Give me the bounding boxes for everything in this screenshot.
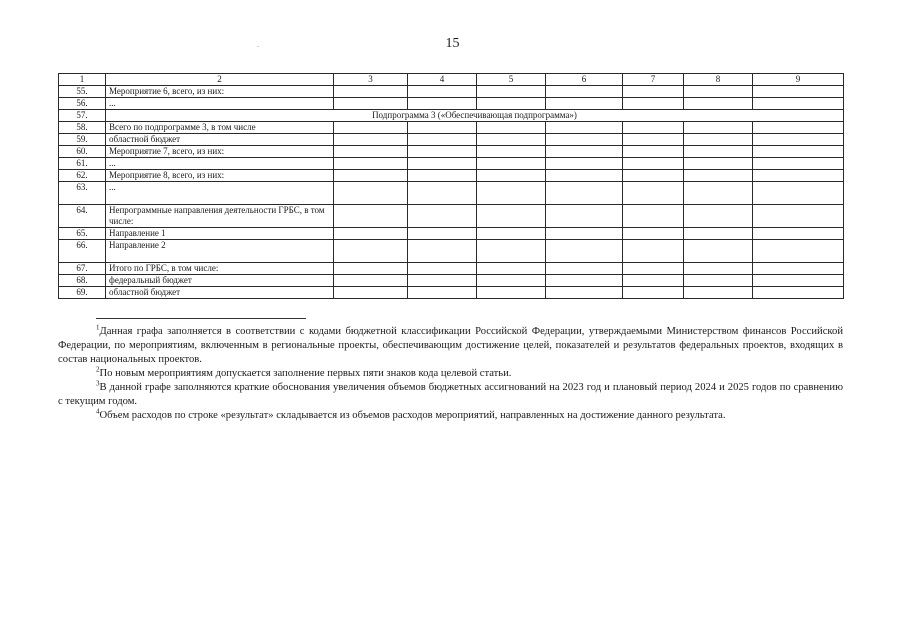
column-header: 1 xyxy=(59,74,106,86)
table-row xyxy=(59,263,844,275)
empty-cell xyxy=(477,287,546,299)
table-row xyxy=(59,134,844,146)
empty-cell xyxy=(546,275,623,287)
table-row xyxy=(59,122,844,134)
empty-cell xyxy=(684,205,753,228)
empty-cell xyxy=(623,122,684,134)
row-number: 67. xyxy=(59,263,106,275)
row-number: 58. xyxy=(59,122,106,134)
table-row xyxy=(59,205,844,228)
subprogram-heading: Подпрограмма 3 («Обеспечивающая подпрограмма») xyxy=(106,110,844,122)
footnote-mark: 1 xyxy=(96,323,100,332)
empty-cell xyxy=(546,122,623,134)
row-label: Направление 2 xyxy=(106,240,334,263)
empty-cell xyxy=(623,205,684,228)
empty-cell xyxy=(546,240,623,263)
footnote-mark: 4 xyxy=(96,407,100,416)
row-label: федеральный бюджет xyxy=(106,275,334,287)
empty-cell xyxy=(477,275,546,287)
footnote-separator xyxy=(96,318,306,319)
empty-cell xyxy=(753,158,844,170)
empty-cell xyxy=(684,275,753,287)
empty-cell xyxy=(408,86,477,98)
empty-cell xyxy=(408,158,477,170)
empty-cell xyxy=(546,134,623,146)
empty-cell xyxy=(753,98,844,110)
empty-cell xyxy=(408,146,477,158)
empty-cell xyxy=(753,122,844,134)
footnote xyxy=(58,381,843,409)
row-number: 57. xyxy=(59,110,106,122)
table-row xyxy=(59,182,844,205)
row-label: Всего по подпрограмме 3, в том числе xyxy=(106,122,334,134)
empty-cell xyxy=(623,263,684,275)
empty-cell xyxy=(477,182,546,205)
empty-cell xyxy=(408,240,477,263)
empty-cell xyxy=(477,86,546,98)
empty-cell xyxy=(477,240,546,263)
empty-cell xyxy=(684,158,753,170)
empty-cell xyxy=(753,170,844,182)
column-header: 4 xyxy=(408,74,477,86)
table-row xyxy=(59,240,844,263)
column-header: 6 xyxy=(546,74,623,86)
table-row xyxy=(59,228,844,240)
row-number: 68. xyxy=(59,275,106,287)
empty-cell xyxy=(753,263,844,275)
empty-cell xyxy=(684,182,753,205)
row-number: 56. xyxy=(59,98,106,110)
empty-cell xyxy=(623,182,684,205)
empty-cell xyxy=(546,158,623,170)
empty-cell xyxy=(684,263,753,275)
empty-cell xyxy=(684,98,753,110)
row-label: Мероприятие 7, всего, из них: xyxy=(106,146,334,158)
footnote xyxy=(58,367,843,381)
empty-cell xyxy=(334,182,408,205)
table-body xyxy=(59,74,844,299)
table-header-row xyxy=(59,74,844,86)
row-label: областной бюджет xyxy=(106,287,334,299)
table-row xyxy=(59,86,844,98)
empty-cell xyxy=(753,240,844,263)
table-row xyxy=(59,275,844,287)
row-label: Мероприятие 8, всего, из них: xyxy=(106,170,334,182)
empty-cell xyxy=(477,98,546,110)
empty-cell xyxy=(753,275,844,287)
column-header: 5 xyxy=(477,74,546,86)
empty-cell xyxy=(408,98,477,110)
table-row xyxy=(59,146,844,158)
empty-cell xyxy=(623,287,684,299)
row-number: 69. xyxy=(59,287,106,299)
row-number: 65. xyxy=(59,228,106,240)
footnote-text: В данной графе заполняются краткие обоснования увеличения объемов бюджетных ассигнований на 2023 год и плановый период 2024 и 2025 годов по сравнению с текущим годом. xyxy=(58,382,843,407)
empty-cell xyxy=(684,146,753,158)
budget-table xyxy=(58,73,844,299)
empty-cell xyxy=(477,170,546,182)
page-number: 15 xyxy=(445,36,460,51)
empty-cell xyxy=(334,275,408,287)
footnote xyxy=(58,325,843,367)
empty-cell xyxy=(334,146,408,158)
empty-cell xyxy=(546,182,623,205)
empty-cell xyxy=(684,122,753,134)
empty-cell xyxy=(623,134,684,146)
empty-cell xyxy=(334,263,408,275)
column-header: 8 xyxy=(684,74,753,86)
empty-cell xyxy=(684,240,753,263)
empty-cell xyxy=(334,86,408,98)
column-header: 7 xyxy=(623,74,684,86)
empty-cell xyxy=(753,182,844,205)
footnote-mark: 2 xyxy=(96,365,100,374)
empty-cell xyxy=(546,228,623,240)
empty-cell xyxy=(684,170,753,182)
row-label: ... xyxy=(106,182,334,205)
empty-cell xyxy=(334,98,408,110)
row-number: 60. xyxy=(59,146,106,158)
scan-dot: . xyxy=(257,40,259,49)
empty-cell xyxy=(753,205,844,228)
empty-cell xyxy=(408,275,477,287)
column-header: 2 xyxy=(106,74,334,86)
column-header: 3 xyxy=(334,74,408,86)
table-row xyxy=(59,170,844,182)
empty-cell xyxy=(623,240,684,263)
empty-cell xyxy=(623,228,684,240)
row-label: Итого по ГРБС, в том числе: xyxy=(106,263,334,275)
row-number: 59. xyxy=(59,134,106,146)
footnote-text: Данная графа заполняется в соответствии с кодами бюджетной классификации Российской Федерации, утверждаемыми Министерством финансов Российской Федерации, по мероприятиям, включенным в региональные проекты, обеспечивающим достижение целей, показателей и результатов федеральных проектов, входящих в состав национальных проектов. xyxy=(58,326,843,365)
empty-cell xyxy=(753,287,844,299)
empty-cell xyxy=(623,146,684,158)
empty-cell xyxy=(334,205,408,228)
footnote-mark: 3 xyxy=(96,379,100,388)
empty-cell xyxy=(546,263,623,275)
empty-cell xyxy=(684,86,753,98)
empty-cell xyxy=(408,122,477,134)
empty-cell xyxy=(684,228,753,240)
row-label: Непрограммные направления деятельности ГРБС, в том числе: xyxy=(106,205,334,228)
empty-cell xyxy=(477,263,546,275)
empty-cell xyxy=(408,228,477,240)
empty-cell xyxy=(753,228,844,240)
empty-cell xyxy=(477,146,546,158)
empty-cell xyxy=(546,170,623,182)
row-number: 64. xyxy=(59,205,106,228)
empty-cell xyxy=(408,263,477,275)
empty-cell xyxy=(477,158,546,170)
table-row xyxy=(59,287,844,299)
footnote xyxy=(58,409,843,423)
empty-cell xyxy=(546,98,623,110)
footnote-text: По новым мероприятиям допускается заполнение первых пяти знаков кода целевой статьи. xyxy=(99,368,512,379)
row-number: 61. xyxy=(59,158,106,170)
empty-cell xyxy=(546,86,623,98)
empty-cell xyxy=(684,134,753,146)
row-number: 63. xyxy=(59,182,106,205)
footnote-list xyxy=(58,325,843,423)
empty-cell xyxy=(753,86,844,98)
empty-cell xyxy=(477,228,546,240)
empty-cell xyxy=(546,146,623,158)
empty-cell xyxy=(334,240,408,263)
empty-cell xyxy=(623,86,684,98)
table-row xyxy=(59,110,844,122)
row-label: ... xyxy=(106,98,334,110)
empty-cell xyxy=(408,170,477,182)
table-row xyxy=(59,98,844,110)
empty-cell xyxy=(623,170,684,182)
row-number: 55. xyxy=(59,86,106,98)
empty-cell xyxy=(477,134,546,146)
footnotes xyxy=(58,318,843,423)
empty-cell xyxy=(408,205,477,228)
row-label: ... xyxy=(106,158,334,170)
empty-cell xyxy=(408,287,477,299)
footnote-text: Объем расходов по строке «результат» складывается из объемов расходов мероприятий, направленных на достижение данного результата. xyxy=(99,410,726,421)
row-label: Направление 1 xyxy=(106,228,334,240)
row-number: 62. xyxy=(59,170,106,182)
empty-cell xyxy=(334,122,408,134)
row-label: областной бюджет xyxy=(106,134,334,146)
empty-cell xyxy=(408,134,477,146)
empty-cell xyxy=(334,170,408,182)
empty-cell xyxy=(477,122,546,134)
empty-cell xyxy=(623,98,684,110)
column-header: 9 xyxy=(753,74,844,86)
empty-cell xyxy=(408,182,477,205)
empty-cell xyxy=(684,287,753,299)
empty-cell xyxy=(623,158,684,170)
row-label: Мероприятие 6, всего, из них: xyxy=(106,86,334,98)
empty-cell xyxy=(334,134,408,146)
empty-cell xyxy=(753,134,844,146)
empty-cell xyxy=(477,205,546,228)
empty-cell xyxy=(623,275,684,287)
empty-cell xyxy=(334,228,408,240)
empty-cell xyxy=(546,205,623,228)
empty-cell xyxy=(334,287,408,299)
row-number: 66. xyxy=(59,240,106,263)
empty-cell xyxy=(546,287,623,299)
table-row xyxy=(59,158,844,170)
empty-cell xyxy=(334,158,408,170)
empty-cell xyxy=(753,146,844,158)
